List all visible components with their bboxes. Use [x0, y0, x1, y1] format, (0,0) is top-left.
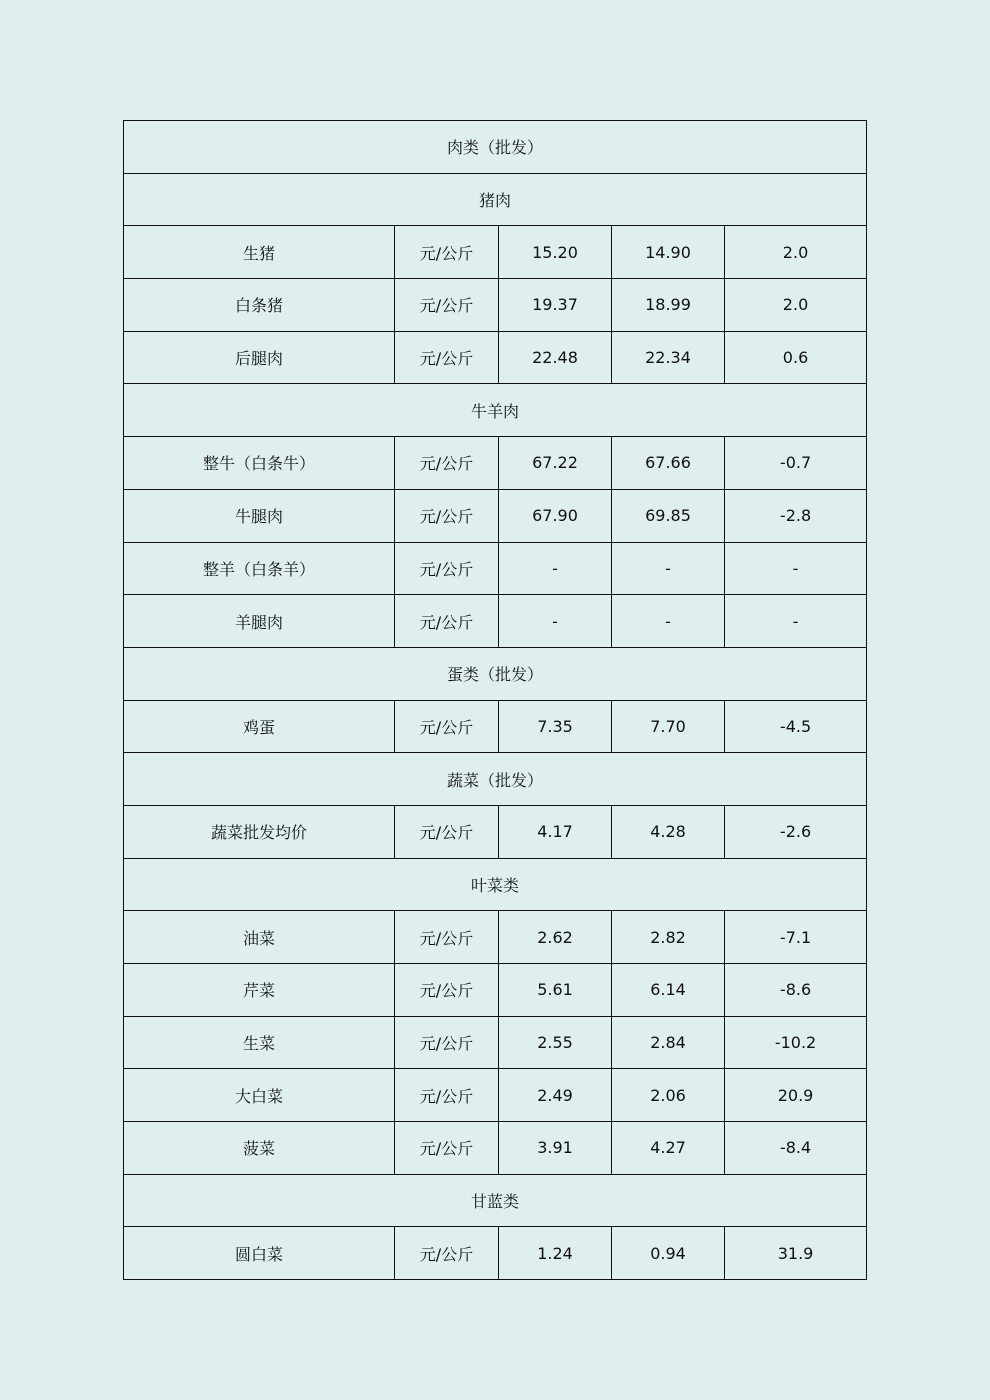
change-percent-cell: 2.0 [725, 226, 867, 279]
previous-price-cell: - [612, 595, 725, 648]
section-label: 肉类（批发） [124, 121, 867, 174]
table-row [124, 700, 867, 753]
current-price-cell: 2.62 [499, 911, 612, 964]
table-row [124, 595, 867, 648]
previous-price-cell: 2.84 [612, 1016, 725, 1069]
section-header-row [124, 753, 867, 806]
section-label: 牛羊肉 [124, 384, 867, 437]
item-name-cell: 整牛（白条牛） [124, 437, 395, 490]
change-percent-cell: -4.5 [725, 700, 867, 753]
table-row [124, 1227, 867, 1280]
previous-price-cell: 22.34 [612, 331, 725, 384]
current-price-cell: 67.22 [499, 437, 612, 490]
current-price-cell: 1.24 [499, 1227, 612, 1280]
previous-price-cell: 0.94 [612, 1227, 725, 1280]
item-name-cell: 整羊（白条羊） [124, 542, 395, 595]
table-row [124, 279, 867, 332]
table-row [124, 805, 867, 858]
section-label: 甘蓝类 [124, 1174, 867, 1227]
section-header-row [124, 647, 867, 700]
current-price-cell: 19.37 [499, 279, 612, 332]
previous-price-cell: 6.14 [612, 964, 725, 1017]
change-percent-cell: -0.7 [725, 437, 867, 490]
item-name-cell: 大白菜 [124, 1069, 395, 1122]
change-percent-cell: 2.0 [725, 279, 867, 332]
change-percent-cell: -2.8 [725, 489, 867, 542]
item-name-cell: 菠菜 [124, 1122, 395, 1175]
table-row [124, 437, 867, 490]
unit-cell: 元/公斤 [395, 1122, 499, 1175]
change-percent-cell: -8.6 [725, 964, 867, 1017]
item-name-cell: 生猪 [124, 226, 395, 279]
previous-price-cell: 18.99 [612, 279, 725, 332]
section-label: 叶菜类 [124, 858, 867, 911]
price-table [123, 120, 867, 1280]
item-name-cell: 后腿肉 [124, 331, 395, 384]
unit-cell: 元/公斤 [395, 542, 499, 595]
item-name-cell: 圆白菜 [124, 1227, 395, 1280]
change-percent-cell: 31.9 [725, 1227, 867, 1280]
previous-price-cell: 2.82 [612, 911, 725, 964]
current-price-cell: 67.90 [499, 489, 612, 542]
item-name-cell: 油菜 [124, 911, 395, 964]
current-price-cell: 7.35 [499, 700, 612, 753]
current-price-cell: 2.55 [499, 1016, 612, 1069]
section-label: 蛋类（批发） [124, 647, 867, 700]
table-row [124, 1122, 867, 1175]
section-header-row [124, 1174, 867, 1227]
unit-cell: 元/公斤 [395, 1069, 499, 1122]
table-row [124, 1016, 867, 1069]
section-label: 猪肉 [124, 173, 867, 226]
section-header-row [124, 384, 867, 437]
unit-cell: 元/公斤 [395, 437, 499, 490]
unit-cell: 元/公斤 [395, 1227, 499, 1280]
item-name-cell: 蔬菜批发均价 [124, 805, 395, 858]
previous-price-cell: - [612, 542, 725, 595]
unit-cell: 元/公斤 [395, 595, 499, 648]
section-label: 蔬菜（批发） [124, 753, 867, 806]
previous-price-cell: 14.90 [612, 226, 725, 279]
current-price-cell: 5.61 [499, 964, 612, 1017]
table-row [124, 1069, 867, 1122]
change-percent-cell: 0.6 [725, 331, 867, 384]
current-price-cell: 3.91 [499, 1122, 612, 1175]
current-price-cell: 4.17 [499, 805, 612, 858]
unit-cell: 元/公斤 [395, 700, 499, 753]
change-percent-cell: -8.4 [725, 1122, 867, 1175]
previous-price-cell: 7.70 [612, 700, 725, 753]
unit-cell: 元/公斤 [395, 279, 499, 332]
unit-cell: 元/公斤 [395, 964, 499, 1017]
item-name-cell: 牛腿肉 [124, 489, 395, 542]
table-row [124, 542, 867, 595]
previous-price-cell: 69.85 [612, 489, 725, 542]
table-row [124, 911, 867, 964]
unit-cell: 元/公斤 [395, 1016, 499, 1069]
section-header-row [124, 858, 867, 911]
previous-price-cell: 4.28 [612, 805, 725, 858]
change-percent-cell: - [725, 595, 867, 648]
current-price-cell: 2.49 [499, 1069, 612, 1122]
item-name-cell: 羊腿肉 [124, 595, 395, 648]
table-row [124, 331, 867, 384]
current-price-cell: 22.48 [499, 331, 612, 384]
item-name-cell: 生菜 [124, 1016, 395, 1069]
table-row [124, 489, 867, 542]
previous-price-cell: 2.06 [612, 1069, 725, 1122]
item-name-cell: 芹菜 [124, 964, 395, 1017]
change-percent-cell: -7.1 [725, 911, 867, 964]
current-price-cell: - [499, 595, 612, 648]
item-name-cell: 白条猪 [124, 279, 395, 332]
unit-cell: 元/公斤 [395, 805, 499, 858]
change-percent-cell: -2.6 [725, 805, 867, 858]
section-header-row [124, 173, 867, 226]
current-price-cell: 15.20 [499, 226, 612, 279]
current-price-cell: - [499, 542, 612, 595]
unit-cell: 元/公斤 [395, 226, 499, 279]
change-percent-cell: - [725, 542, 867, 595]
table-row [124, 964, 867, 1017]
previous-price-cell: 4.27 [612, 1122, 725, 1175]
unit-cell: 元/公斤 [395, 911, 499, 964]
change-percent-cell: -10.2 [725, 1016, 867, 1069]
item-name-cell: 鸡蛋 [124, 700, 395, 753]
change-percent-cell: 20.9 [725, 1069, 867, 1122]
section-header-row [124, 121, 867, 174]
unit-cell: 元/公斤 [395, 489, 499, 542]
unit-cell: 元/公斤 [395, 331, 499, 384]
table-row [124, 226, 867, 279]
table-body [124, 121, 867, 1280]
previous-price-cell: 67.66 [612, 437, 725, 490]
